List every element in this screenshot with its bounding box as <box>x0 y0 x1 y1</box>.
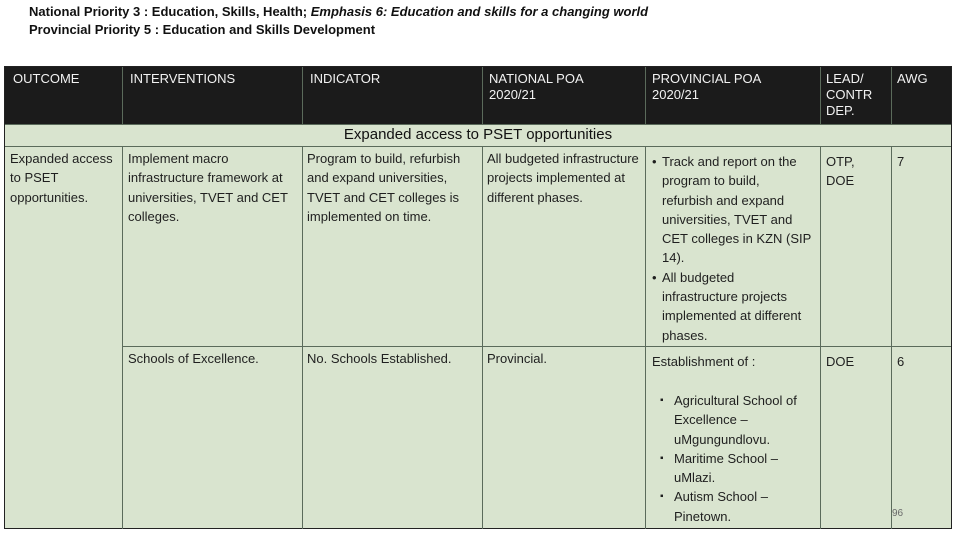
page-header <box>29 3 648 39</box>
row2-provincial-intro: Establishment of : <box>652 354 756 369</box>
row2-national-poa: Provincial. <box>487 351 547 366</box>
row2-provincial-list <box>654 391 816 526</box>
row2-provincial-poa <box>654 391 816 526</box>
national-priority-text: National Priority 3 : Education, Skills, Health; <box>29 4 311 19</box>
list-item: ▪ Agricultural School of Excellence – uMgungundlovu. <box>654 391 816 449</box>
list-item: • Track and report on the program to build, refurbish and expand universities, TVET and CET colleges in KZN (SIP 14). <box>652 152 812 268</box>
row1-awg: 7 <box>897 154 905 169</box>
col-header-awg: AWG <box>897 71 928 86</box>
national-priority-line <box>29 3 648 21</box>
col-header-provincial-poa: PROVINCIAL POA 2020/21 <box>652 71 761 102</box>
row1-provincial-list <box>652 152 812 345</box>
row1-intervention: Implement macro infrastructure framework at universities, TVET and CET colleges. <box>128 151 288 224</box>
grid-line <box>302 146 303 529</box>
outcome-cell: Expanded access to PSET opportunities. <box>10 151 113 205</box>
emphasis-text: Emphasis 6: Education and skills for a changing world <box>310 4 649 19</box>
grid-line <box>482 146 483 529</box>
col-header-interventions: INTERVENTIONS <box>130 71 236 86</box>
list-item: • All budgeted infrastructure projects implemented at different phases. <box>652 268 812 345</box>
row1-national-poa: All budgeted infrastructure projects implemented at different phases. <box>487 151 639 205</box>
row2-lead: DOE <box>826 354 855 369</box>
grid-line <box>645 67 646 124</box>
grid-line <box>122 67 123 124</box>
col-header-outcome: OUTCOME <box>13 71 80 86</box>
priority-table <box>4 66 952 529</box>
list-item: ▪ Autism School – Pinetown. <box>654 487 816 526</box>
grid-line <box>122 146 123 529</box>
row2-indicator: No. Schools Established. <box>307 351 452 366</box>
grid-line <box>820 67 821 124</box>
row2-intervention: Schools of Excellence. <box>128 351 259 366</box>
grid-line <box>891 67 892 124</box>
row1-indicator: Program to build, refurbish and expand universities, TVET and CET colleges is implemented on time. <box>307 151 461 224</box>
col-header-national-poa: NATIONAL POA 2020/21 <box>489 71 583 102</box>
grid-line <box>891 146 892 529</box>
col-header-indicator: INDICATOR <box>310 71 381 86</box>
col-header-lead: LEAD/ CONTR DEP. <box>826 71 873 118</box>
grid-line <box>5 146 951 147</box>
grid-line <box>482 67 483 124</box>
row1-provincial-poa <box>652 152 812 345</box>
grid-line <box>5 124 951 125</box>
row1-lead: OTP, DOE <box>826 154 855 189</box>
grid-line <box>122 346 951 347</box>
grid-line <box>645 146 646 529</box>
page-number: 96 <box>892 508 904 519</box>
list-item: ▪ Maritime School – uMlazi. <box>654 449 816 488</box>
grid-line <box>302 67 303 124</box>
row2-awg: 6 <box>897 354 905 369</box>
provincial-priority-line: Provincial Priority 5 : Education and Skills Development <box>29 22 376 37</box>
section-title: Expanded access to PSET opportunities <box>343 126 613 143</box>
grid-line <box>820 146 821 529</box>
